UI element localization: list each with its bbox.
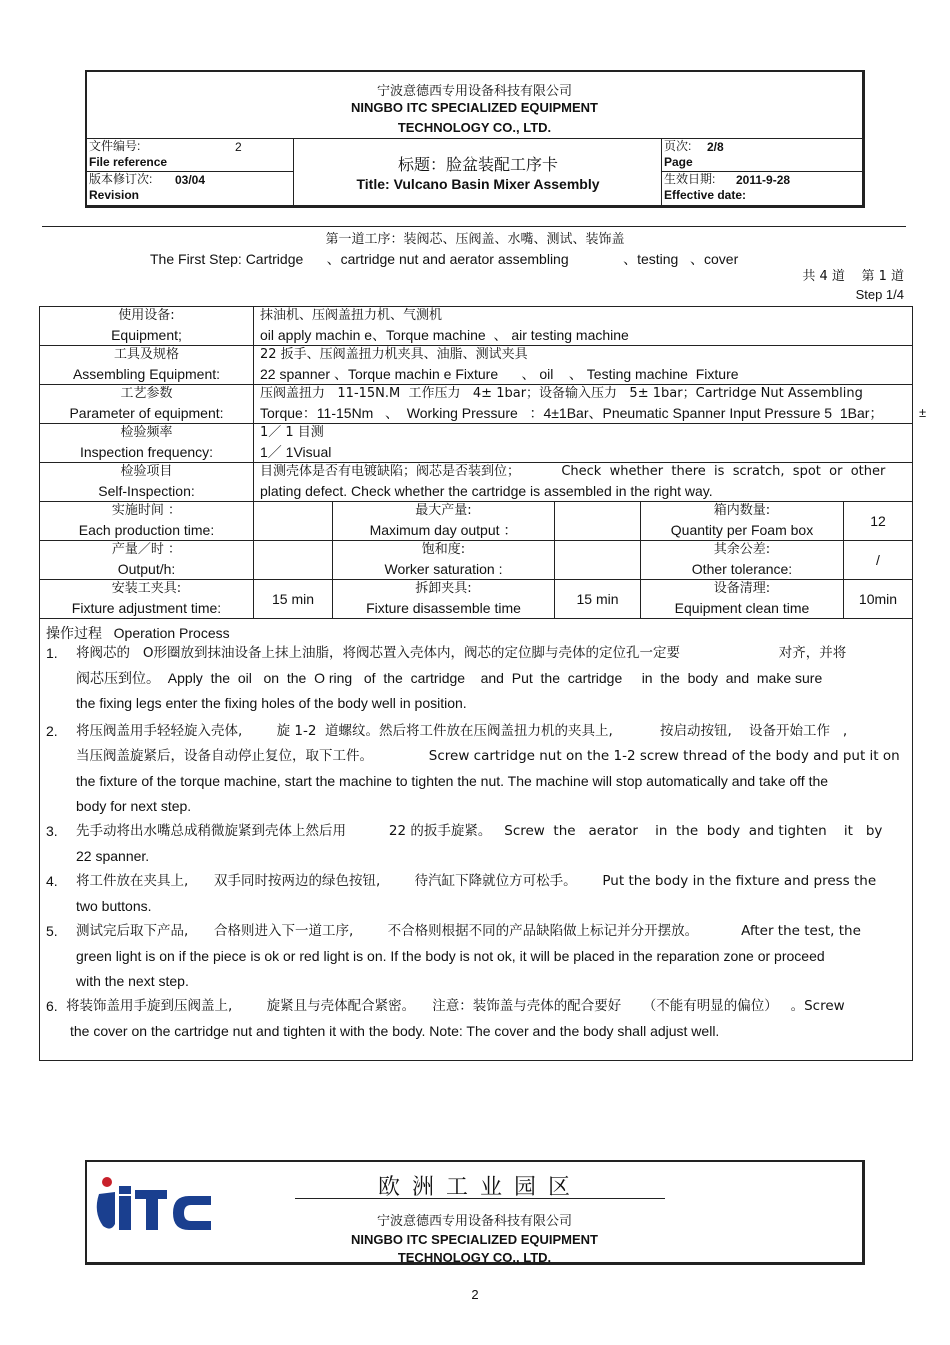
max-output-value — [555, 502, 641, 540]
operation-step-text: body for next step. — [76, 798, 192, 814]
equipment-clean-value: 10min — [858, 591, 898, 607]
operation-step-text: two buttons. — [76, 898, 152, 914]
parameter-label-cn: 工艺参数 — [120, 386, 173, 401]
row-parameter — [40, 385, 912, 424]
operation-step-text: 当压阀盖旋紧后，设备自动停止复位，取下工件。 Screw cartridge nut on the 1-2 screw thread of the body and put it on — [76, 748, 900, 764]
footer-company-cn: 宁波意德西专用设备科技有限公司 — [376, 1214, 572, 1229]
effective-date-value: 2011-9-28 — [736, 173, 791, 187]
file-reference-value: 2 — [235, 140, 242, 154]
operation-step-text: the fixture of the torque machine, start the machine to tighten the nut. The machine will stop automatically and take off the — [76, 773, 829, 789]
file-reference-label-cn: 文件编号: — [89, 139, 141, 153]
equipment-value-en: oil apply machin e、Torque machine 、 air testing machine — [260, 327, 629, 343]
self-inspection-label-cn: 检验项目 — [120, 464, 173, 479]
operation-step-number: 6. — [46, 998, 58, 1014]
equipment-label-en: Equipment; — [111, 327, 182, 343]
qty-foam-value: 12 — [870, 513, 886, 529]
operation-step-text: the fixing legs enter the fixing holes of the body well in position. — [76, 695, 467, 711]
divider — [42, 226, 906, 227]
row-self-inspection — [40, 463, 912, 502]
document-footer — [85, 1160, 865, 1265]
document-header — [85, 70, 865, 208]
fixture-disassemble-value: 15 min — [555, 580, 641, 618]
step-count-cn: 共 4 道 第 1 道 — [802, 269, 904, 284]
operation-step-text: 将工件放在夹具上, 双手同时按两边的绿色按钮, 待汽缸下降就位方可松手。 Put the body in the fixture and press the — [76, 873, 877, 889]
row-fixture — [40, 580, 912, 619]
process-table — [39, 306, 913, 1061]
operation-process-title: 操作过程 Operation Process — [46, 625, 230, 641]
operation-step-3 — [46, 819, 904, 869]
assembling-value-en: 22 spanner 、Torque machin e Fixture 、 oil 、 Testing machine Fixture — [260, 366, 739, 382]
qty-foam-label-cn: 箱内数量: — [713, 503, 771, 518]
fixture-disassemble-label-en: Fixture disassemble time — [366, 600, 521, 616]
page-value: 2/8 — [707, 140, 724, 154]
equipment-value-cn: 抹油机、压阀盖扭力机、气测机 — [260, 308, 443, 323]
row-assembling — [40, 346, 912, 385]
doc-title-en: Title: Vulcano Basin Mixer Assembly — [356, 176, 600, 192]
equipment-clean-label-cn: 设备清理: — [713, 581, 771, 596]
operation-step-5 — [46, 919, 904, 994]
step-number-en: Step 1/4 — [855, 287, 904, 302]
worker-saturation-label-cn: 饱和度: — [421, 542, 466, 557]
operation-step-number: 1. — [46, 645, 58, 661]
output-label-en: Output/h: — [117, 561, 176, 577]
inspection-freq-label-en: Inspection frequency: — [79, 444, 214, 460]
parameter-value-cn: 压阀盖扭力 11-15N.M 工作压力 4± 1bar；设备输入压力 5± 1bar；Cartridge Nut Assembling — [260, 386, 863, 401]
revision-label-en: Revision — [89, 188, 140, 202]
operation-step-2 — [46, 719, 904, 819]
fixture-adjustment-label-en: Fixture adjustment time: — [71, 600, 222, 616]
effective-date-label-cn: 生效日期: — [664, 172, 716, 186]
row-output — [40, 541, 912, 580]
operation-step-text: 将装饰盖用手旋到压阀盖上, 旋紧且与壳体配合紧密。 注意：装饰盖与壳体的配合要好 （不能有明显的偏位） 。Screw — [66, 998, 845, 1014]
operation-step-text: 将压阀盖用手轻轻旋入壳体, 旋 1-2 道螺纹。然后将工件放在压阀盖扭力机的夹具上, 按启动按钮, 设备开始工作 , — [76, 723, 848, 739]
operation-step-text: with the next step. — [76, 973, 189, 989]
effective-date-label-en: Effective date: — [664, 188, 747, 202]
worker-saturation-value — [555, 541, 641, 579]
parameter-label-en: Parameter of equipment: — [69, 405, 224, 421]
operation-step-4 — [46, 869, 904, 919]
worker-saturation-label-en: Worker saturation : — [384, 561, 503, 577]
production-time-label-en: Each production time: — [78, 522, 215, 538]
operation-step-text: 测试完后取下产品, 合格则进入下一道工序, 不合格则根据不同的产品缺陷做上标记并分开摆放。 After the test, the — [76, 923, 861, 939]
revision-value: 03/04 — [175, 173, 206, 187]
company-name-en-line2: TECHNOLOGY CO., LTD. — [397, 120, 552, 135]
page-label-en: Page — [664, 155, 693, 169]
revision-label-cn: 版本修订次: — [89, 172, 153, 186]
assembling-value-cn: 22 扳手、压阀盖扭力机夹具、油脂、测试夹具 — [260, 347, 528, 362]
output-label-cn: 产量／时 ： — [111, 542, 182, 557]
operation-step-1 — [46, 641, 904, 716]
operation-step-text: 阀芯压到位。 Apply the oil on the O ring of the cartridge and Put the cartridge in the body and make sure — [76, 670, 823, 686]
parameter-value-en: Torque：11-15Nm 、 Working Pressure ：4±1Bar、Pneumatic Spanner Input Pressure 5 1Bar； — [260, 405, 884, 421]
company-name-cn: 宁波意德西专用设备科技有限公司 — [376, 84, 572, 99]
self-inspection-value-en: plating defect. Check whether the cartridge is assembled in the right way. — [260, 483, 713, 499]
other-tolerance-value: / — [876, 552, 880, 568]
qty-foam-label-en: Quantity per Foam box — [670, 522, 814, 538]
max-output-label-cn: 最大产量: — [415, 503, 472, 518]
doc-title-cn: 标题：脸盆装配工序卡 — [397, 155, 558, 174]
file-reference-label-en: File reference — [89, 155, 168, 169]
parameter-overflow-char: ± — [919, 405, 927, 420]
inspection-freq-label-cn: 检验频率 — [120, 425, 173, 440]
inspection-freq-value-cn: 1／ 1 目测 — [260, 425, 324, 440]
operation-step-number: 2. — [46, 723, 58, 739]
step-title-cn: 第一道工序：装阀芯、压阀盖、水嘴、测试、装饰盖 — [325, 232, 625, 247]
self-inspection-value-cn: 目测壳体是否有电镀缺陷；阀芯是否装到位； Check whether there is scratch, spot or other — [260, 464, 886, 479]
page-label-cn: 页次: — [664, 139, 692, 153]
footer-company-en-line1: NINGBO ITC SPECIALIZED EQUIPMENT — [350, 1232, 598, 1247]
inspection-freq-value-en: 1／ 1Visual — [260, 444, 332, 460]
output-value — [254, 541, 333, 579]
max-output-label-en: Maximum day output ： — [369, 522, 518, 538]
park-underline — [295, 1198, 665, 1199]
other-tolerance-label-cn: 其余公差: — [713, 542, 771, 557]
row-inspection-frequency — [40, 424, 912, 463]
page-number: 2 — [471, 1287, 479, 1302]
operation-step-text: 将阀芯的 O形圈放到抹油设备上抹上油脂，将阀芯置入壳体内，阀芯的定位脚与壳体的定位孔一定要 对齐，并将 — [76, 645, 847, 661]
equipment-label-cn: 使用设备: — [118, 308, 175, 323]
company-name-en-line1: NINGBO ITC SPECIALIZED EQUIPMENT — [350, 100, 598, 115]
operation-step-text: the cover on the cartridge nut and tighten it with the body. Note: The cover and the body shall adjust well. — [70, 1023, 720, 1039]
assembling-label-cn: 工具及规格 — [113, 347, 179, 362]
self-inspection-label-en: Self-Inspection: — [98, 483, 195, 499]
operation-step-text: 先手动将出水嘴总成稍微旋紧到壳体上然后用 22 的扳手旋紧。 Screw the aerator in the body and tighten it by — [76, 823, 883, 839]
operation-step-text: green light is on if the piece is ok or red light is on. If the body is not ok, it will be placed in the reparation zone or proceed — [76, 948, 825, 964]
fixture-adjustment-value: 15 min — [254, 580, 333, 618]
assembling-label-en: Assembling Equipment: — [72, 366, 221, 382]
operation-step-number: 5. — [46, 923, 58, 939]
operation-step-number: 4. — [46, 873, 58, 889]
fixture-adjustment-label-cn: 安装工夹具: — [111, 581, 182, 596]
operation-step-number: 3. — [46, 823, 58, 839]
production-time-value — [254, 502, 333, 540]
industrial-park-title: 欧洲工业园区 — [377, 1175, 582, 1200]
production-time-label-cn: 实施时间 ： — [111, 503, 182, 518]
footer-company-en-line2: TECHNOLOGY CO., LTD. — [397, 1250, 552, 1265]
operation-step-6 — [46, 994, 904, 1044]
row-equipment — [40, 307, 912, 346]
fixture-disassemble-label-cn: 拆卸夹具: — [415, 581, 472, 596]
equipment-clean-label-en: Equipment clean time — [674, 600, 810, 616]
other-tolerance-label-en: Other tolerance: — [691, 561, 793, 577]
row-production-time — [40, 502, 912, 541]
operation-step-text: 22 spanner. — [76, 848, 150, 864]
step-title-en: The First Step: Cartridge 、cartridge nut and aerator assembling 、testing 、cover — [150, 251, 739, 267]
